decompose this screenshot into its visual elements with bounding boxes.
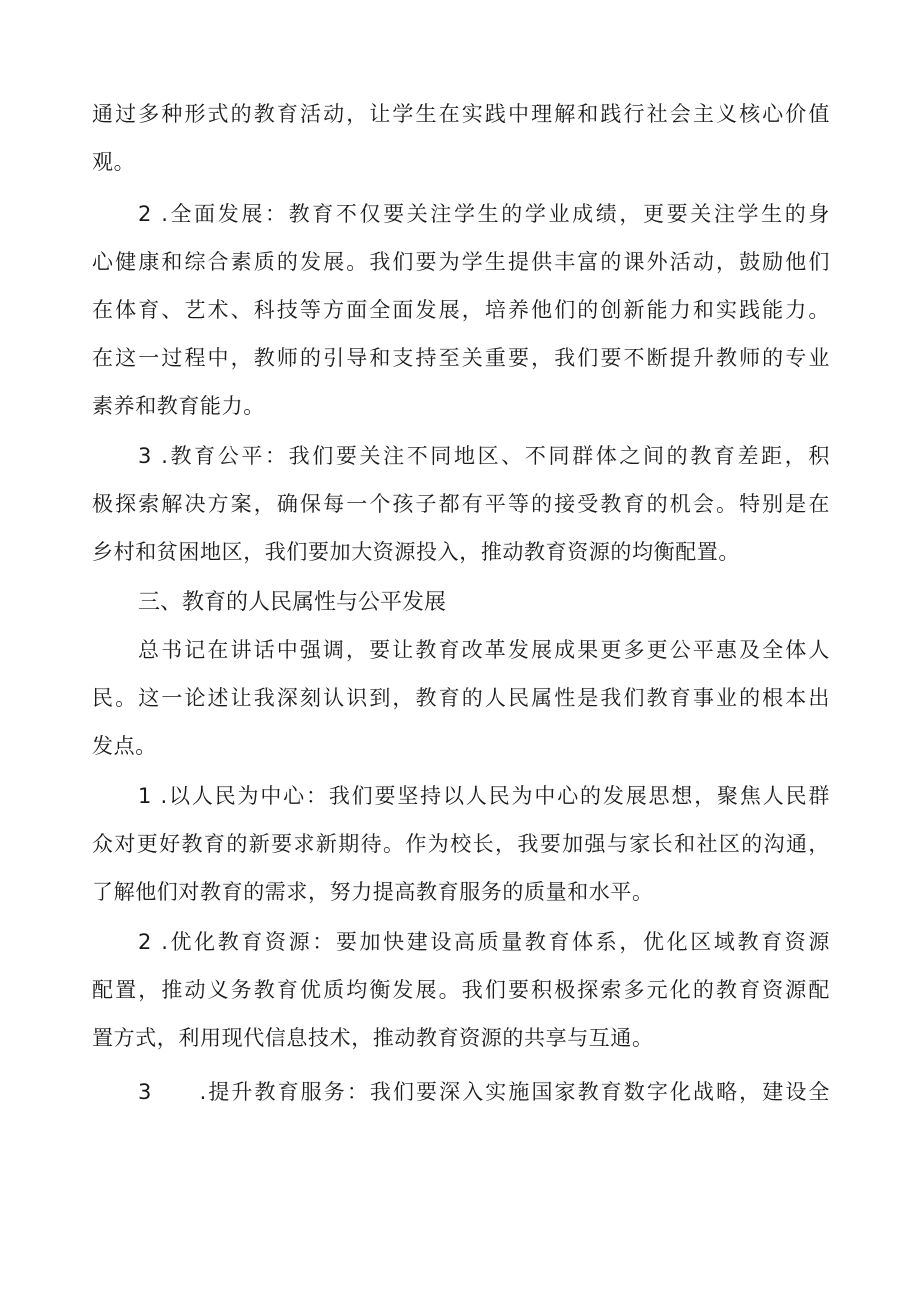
list-item-optimize-resources: 2 .优化教育资源：要加快建设高质量教育体系，优化区域教育资源: [138, 930, 830, 954]
paragraph-line: 发点。: [92, 734, 157, 758]
list-item-people-centered: 1 .以人民为中心：我们要坚持以人民为中心的发展思想，聚焦人民群: [138, 784, 830, 808]
section-heading: 三、教育的人民属性与公平发展: [138, 590, 447, 615]
paragraph-line: 素养和教育能力。: [92, 394, 265, 418]
paragraph-line: 心健康和综合素质的发展。我们要为学生提供丰富的课外活动，鼓励他们: [92, 250, 830, 274]
paragraph-line: 配置，推动义务教育优质均衡发展。我们要积极探索多元化的教育资源配: [92, 978, 830, 1002]
paragraph-line: 通过多种形式的教育活动，让学生在实践中理解和践行社会主义核心价值: [92, 102, 830, 126]
paragraph-line: 置方式，利用现代信息技术，推动教育资源的共享与互通。: [92, 1026, 654, 1050]
paragraph-line: 乡村和贫困地区，我们要加大资源投入，推动教育资源的均衡配置。: [92, 540, 740, 564]
paragraph-line: 民。这一论述让我深刻认识到，教育的人民属性是我们教育事业的根本出: [92, 686, 830, 710]
paragraph-line: 了解他们对教育的需求，努力提高教育服务的质量和水平。: [92, 880, 654, 904]
list-item-comprehensive-development: 2 .全面发展：教育不仅要关注学生的学业成绩，更要关注学生的身: [138, 202, 830, 226]
paragraph-line: 众对更好教育的新要求新期待。作为校长，我要加强与家长和社区的沟通，: [92, 832, 830, 856]
paragraph-line: 在这一过程中，教师的引导和支持至关重要，我们要不断提升教师的专业: [92, 346, 830, 370]
paragraph-line: 极探索解决方案，确保每一个孩子都有平等的接受教育的机会。特别是在: [92, 492, 830, 516]
list-item-education-equity: 3 .教育公平：我们要关注不同地区、不同群体之间的教育差距，积: [138, 444, 830, 468]
paragraph-line: 总书记在讲话中强调，要让教育改革发展成果更多更公平惠及全体人: [138, 638, 830, 662]
list-item-improve-services: 3 .提升教育服务：我们要深入实施国家教育数字化战略，建设全: [138, 1080, 830, 1104]
paragraph-line: 观。: [92, 150, 136, 174]
paragraph-line: 在体育、艺术、科技等方面全面发展，培养他们的创新能力和实践能力。: [92, 298, 830, 322]
